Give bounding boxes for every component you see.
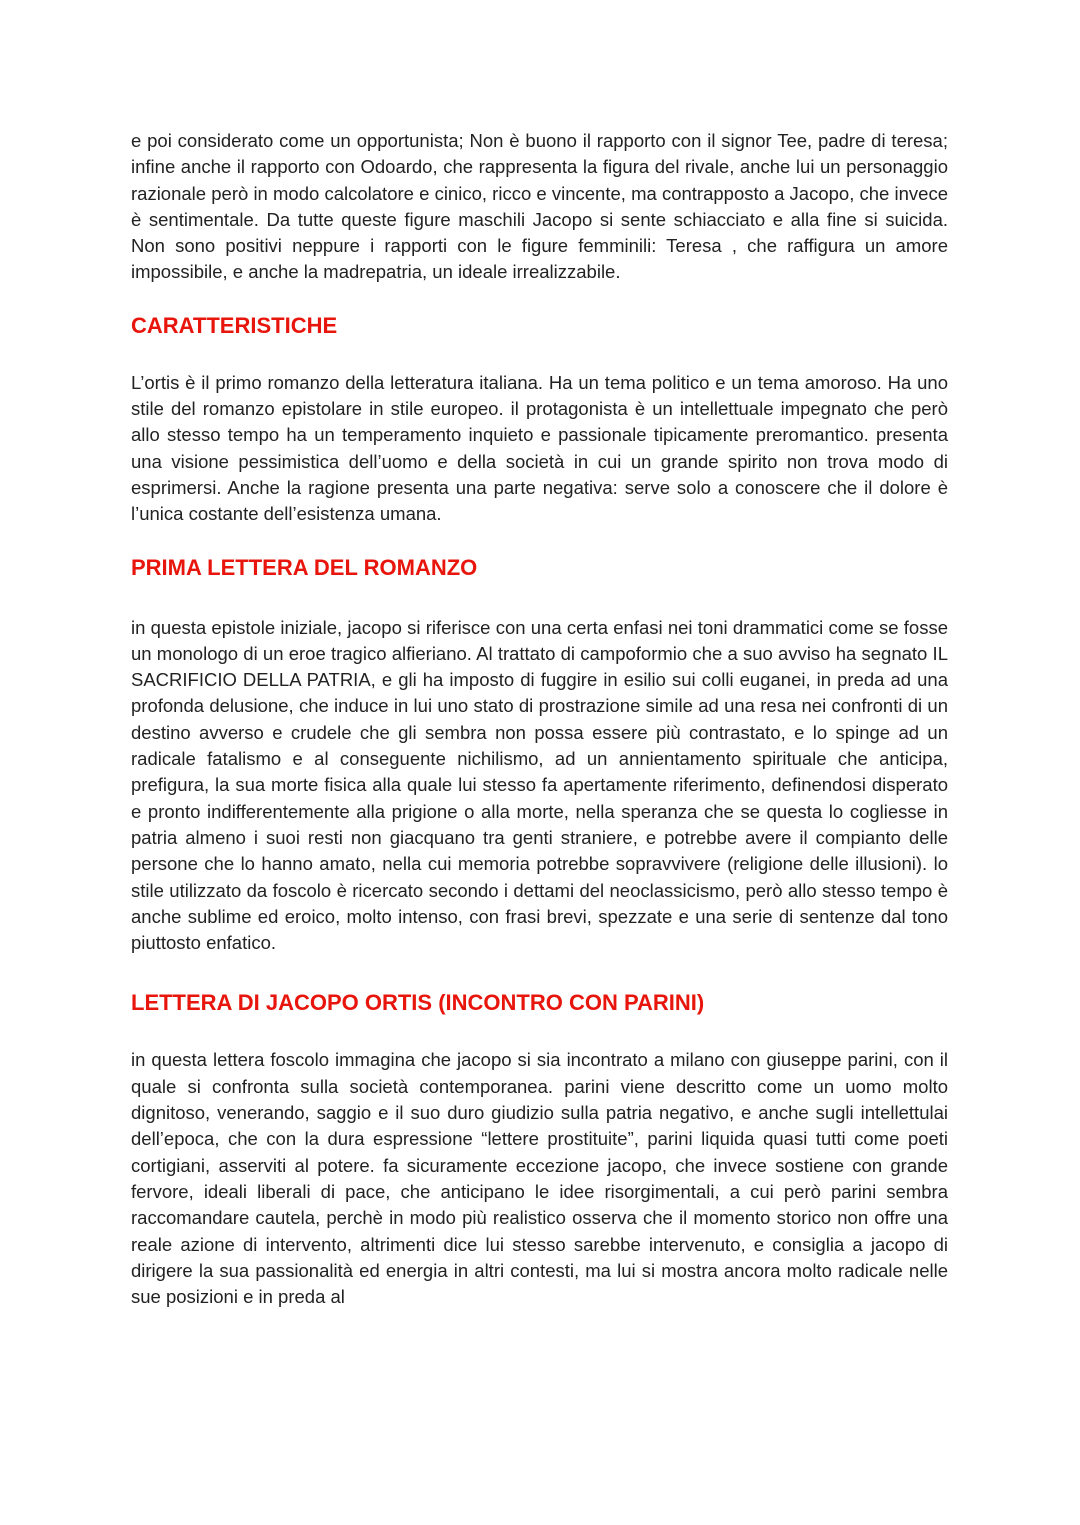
section-heading-caratteristiche: CARATTERISTICHE <box>131 312 338 338</box>
section-body-prima-lettera: in questa epistole iniziale, jacopo si riferisce con una certa enfasi nei toni drammatici come se fosse un monologo di un eroe tragico alfieriano. Al trattato di campoformio che a suo avviso ha segnato IL SACRIFICIO DELLA PATRIA, e gli ha imposto di fuggire in esilio sui colli euganei, in preda ad una profonda delusione, che induce in lui uno stato di prostrazione simile ad una resa nei confronti di un destino avverso e crudele che gli sembra non possa essere più contrastato, e lo spinge ad un radicale fatalismo e al conseguente nichilismo, ad un annientamento spirituale che anticipa, prefigura, la sua morte fisica alla quale lui stesso fa apertamente riferimento, definendosi disperato e pronto indifferentemente alla prigione o alla morte, nella speranza che se questa lo cogliesse in patria almeno i suoi resti non giacquano tra genti straniere, e potrebbe avere il compianto delle persone che lo hanno amato, nella cui memoria potrebbe sopravvivere (religione delle illusioni). lo stile utilizzato da foscolo è ricercato secondo i dettami del neoclassicismo, però allo stesso tempo è anche sublime ed eroico, molto intenso, con frasi brevi, spezzate e una serie di sentenze dal tono piuttosto enfatico. <box>131 616 948 954</box>
section-body-caratteristiche: L’ortis è il primo romanzo della letteratura italiana. Ha un tema politico e un tema amoroso. Ha uno stile del romanzo epistolare in stile europeo. il protagonista è un intellettuale impegnato che però allo stesso tempo ha un temperamento inquieto e passionale tipicamente preromantico. presenta una visione pessimistica dell’uomo e della società in cui un grande spirito non trova modo di esprimersi. Anche la ragione presenta una parte negativa: serve solo a conoscere che il dolore è l’unica costante dell’esistenza umana. <box>131 371 948 525</box>
intro-paragraph: e poi considerato come un opportunista; Non è buono il rapporto con il signor Tee, padre di teresa; infine anche il rapporto con Odoardo, che rappresenta la figura del rivale, anche lui un personaggio razionale però in modo calcolatore e cinico, ricco e vincente, ma contrapposto a Jacopo, che invece è sentimentale. Da tutte queste figure maschili Jacopo si sente schiacciato e alla fine si suicida. Non sono positivi neppure i rapporti con le figure femminili: Teresa , che raffigura un amore impossibile, e anche la madrepatria, un ideale irrealizzabile. <box>131 130 948 283</box>
section-heading-prima-lettera: PRIMA LETTERA DEL ROMANZO <box>131 554 478 580</box>
section-body-lettera-parini: in questa lettera foscolo immagina che jacopo si sia incontrato a milano con giuseppe parini, con il quale si confronta sulla società contemporanea. parini viene descritto come un uomo molto dignitoso, venerando, saggio e il suo duro giudizio sulla patria negativo, e anche sugli intellettulai dell’epoca, che con la dura espressione “lettere prostituite”, parini liquida quasi tutti come poeti cortigiani, asserviti al potere. fa sicuramente eccezione jacopo, che invece sostiene con grande fervore, ideali liberali di pace, che anticipano le idee risorgimentali, a cui però parini sembra raccomandare cautela, perchè in modo più realistico osserva che il momento storico non offre una reale azione di intervento, altrimenti dice lui stesso sarebbe intervenuto, e consiglia a jacopo di dirigere la sua passionalità ed energia in altri contesti, ma lui si mostra ancora molto radicale nelle sue posizioni e in preda al <box>131 1049 948 1308</box>
section-heading-lettera-parini: LETTERA DI JACOPO ORTIS (INCONTRO CON PARINI) <box>131 990 705 1016</box>
document-page <box>131 128 948 1310</box>
